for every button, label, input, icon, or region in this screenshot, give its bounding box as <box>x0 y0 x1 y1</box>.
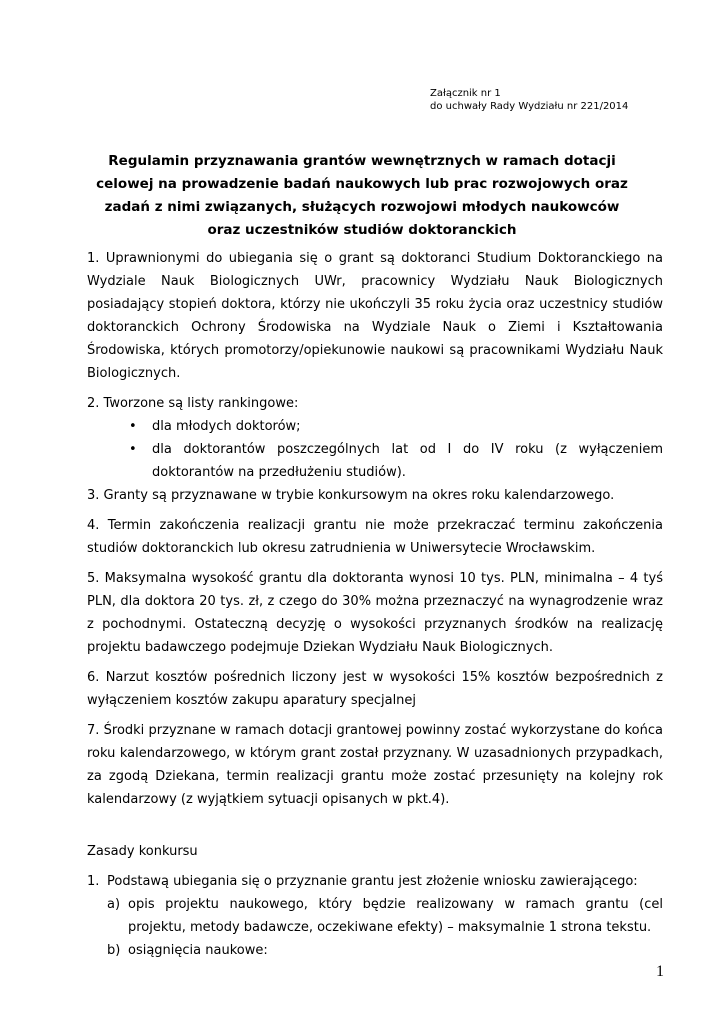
paragraph-3: 3. Granty są przyznawane w trybie konkursowym na okres roku kalendarzowego. <box>87 488 615 503</box>
rules-subitem-a-label: a) <box>107 897 121 912</box>
list-item: • dla doktorantów poszczególnych lat od I do IV roku (z wyłączeniem doktorantów na przedłużeniu studiów). <box>87 438 663 484</box>
document-title: Regulamin przyznawania grantów wewnętrznych w ramach dotacji celowej na prowadzenie badań naukowych lub prac rozwojowych oraz zadań z nimi związanych, służących rozwojowi młodych naukowców oraz uczestników studiów doktoranckich <box>96 153 628 238</box>
paragraph-2: 2. Tworzone są listy rankingowe: <box>87 396 299 411</box>
paragraph-1: 1. Uprawnionymi do ubiegania się o grant są doktoranci Studium Doktoranckiego na Wydziale Nauk Biologicznych UWr, pracownicy Wydziału Nauk Biologicznych posiadający stopień doktora, którzy nie ukończyli 35 roku życia oraz uczestnicy studiów doktoranckich Ochrony Środowiska na Wydziale Nauk o Ziemi i Kształtowania Środowiska, których promotorzy/opiekunowie naukowi są pracownikami Wydziału Nauk Biologicznych. <box>87 251 663 381</box>
list-item: • dla młodych doktorów; <box>87 415 663 438</box>
document-body <box>87 247 663 962</box>
rules-subitem-a-text: opis projektu naukowego, który będzie realizowany w ramach grantu (cel projektu, metody badawcze, oczekiwane efekty) – maksymalnie 1 strona tekstu. <box>128 897 663 935</box>
paragraph-4: 4. Termin zakończenia realizacji grantu nie może przekraczać terminu zakończenia studiów doktoranckich lub okresu zatrudnienia w Uniwersytecie Wrocławskim. <box>87 518 663 556</box>
rules-subitem-b-label: b) <box>107 943 121 958</box>
annex-line-2: do uchwały Rady Wydziału nr 221/2014 <box>430 101 629 112</box>
annex-line-1: Załącznik nr 1 <box>430 88 501 99</box>
page-number: 1 <box>656 963 664 980</box>
paragraph-7: 7. Środki przyznane w ramach dotacji grantowej powinny zostać wykorzystane do końca roku kalendarzowego, w którym grant został przyznany. W uzasadnionych przypadkach, za zgodą Dziekana, termin realizacji grantu może zostać przesunięty na kolejny rok kalendarzowy (z wyjątkiem sytuacji opisanych w pkt.4). <box>87 723 663 807</box>
rules-subitem-a <box>87 893 663 939</box>
paragraph-6: 6. Narzut kosztów pośrednich liczony jest w wysokości 15% kosztów bezpośrednich z wyłączeniem kosztów zakupu aparatury specjalnej <box>87 670 663 708</box>
rules-subitem-b <box>87 939 663 962</box>
rules-item-1-number: 1. <box>87 874 100 889</box>
ranking-list <box>87 415 663 484</box>
rules-item-1-text: Podstawą ubiegania się o przyznanie grantu jest złożenie wniosku zawierającego: <box>107 874 638 889</box>
rules-heading: Zasady konkursu <box>87 844 198 859</box>
rules-item-1 <box>87 870 663 893</box>
rules-subitem-b-text: osiągnięcia naukowe: <box>128 943 268 958</box>
paragraph-5: 5. Maksymalna wysokość grantu dla doktoranta wynosi 10 tys. PLN, minimalna – 4 tyś PLN, dla doktora 20 tys. zł, z czego do 30% można przeznaczyć na wynagrodzenie wraz z pochodnymi. Ostateczną decyzję o wysokości przyznanych środków na realizację projektu badawczego podejmuje Dziekan Wydziału Nauk Biologicznych. <box>87 571 663 655</box>
annex-note <box>430 87 628 113</box>
